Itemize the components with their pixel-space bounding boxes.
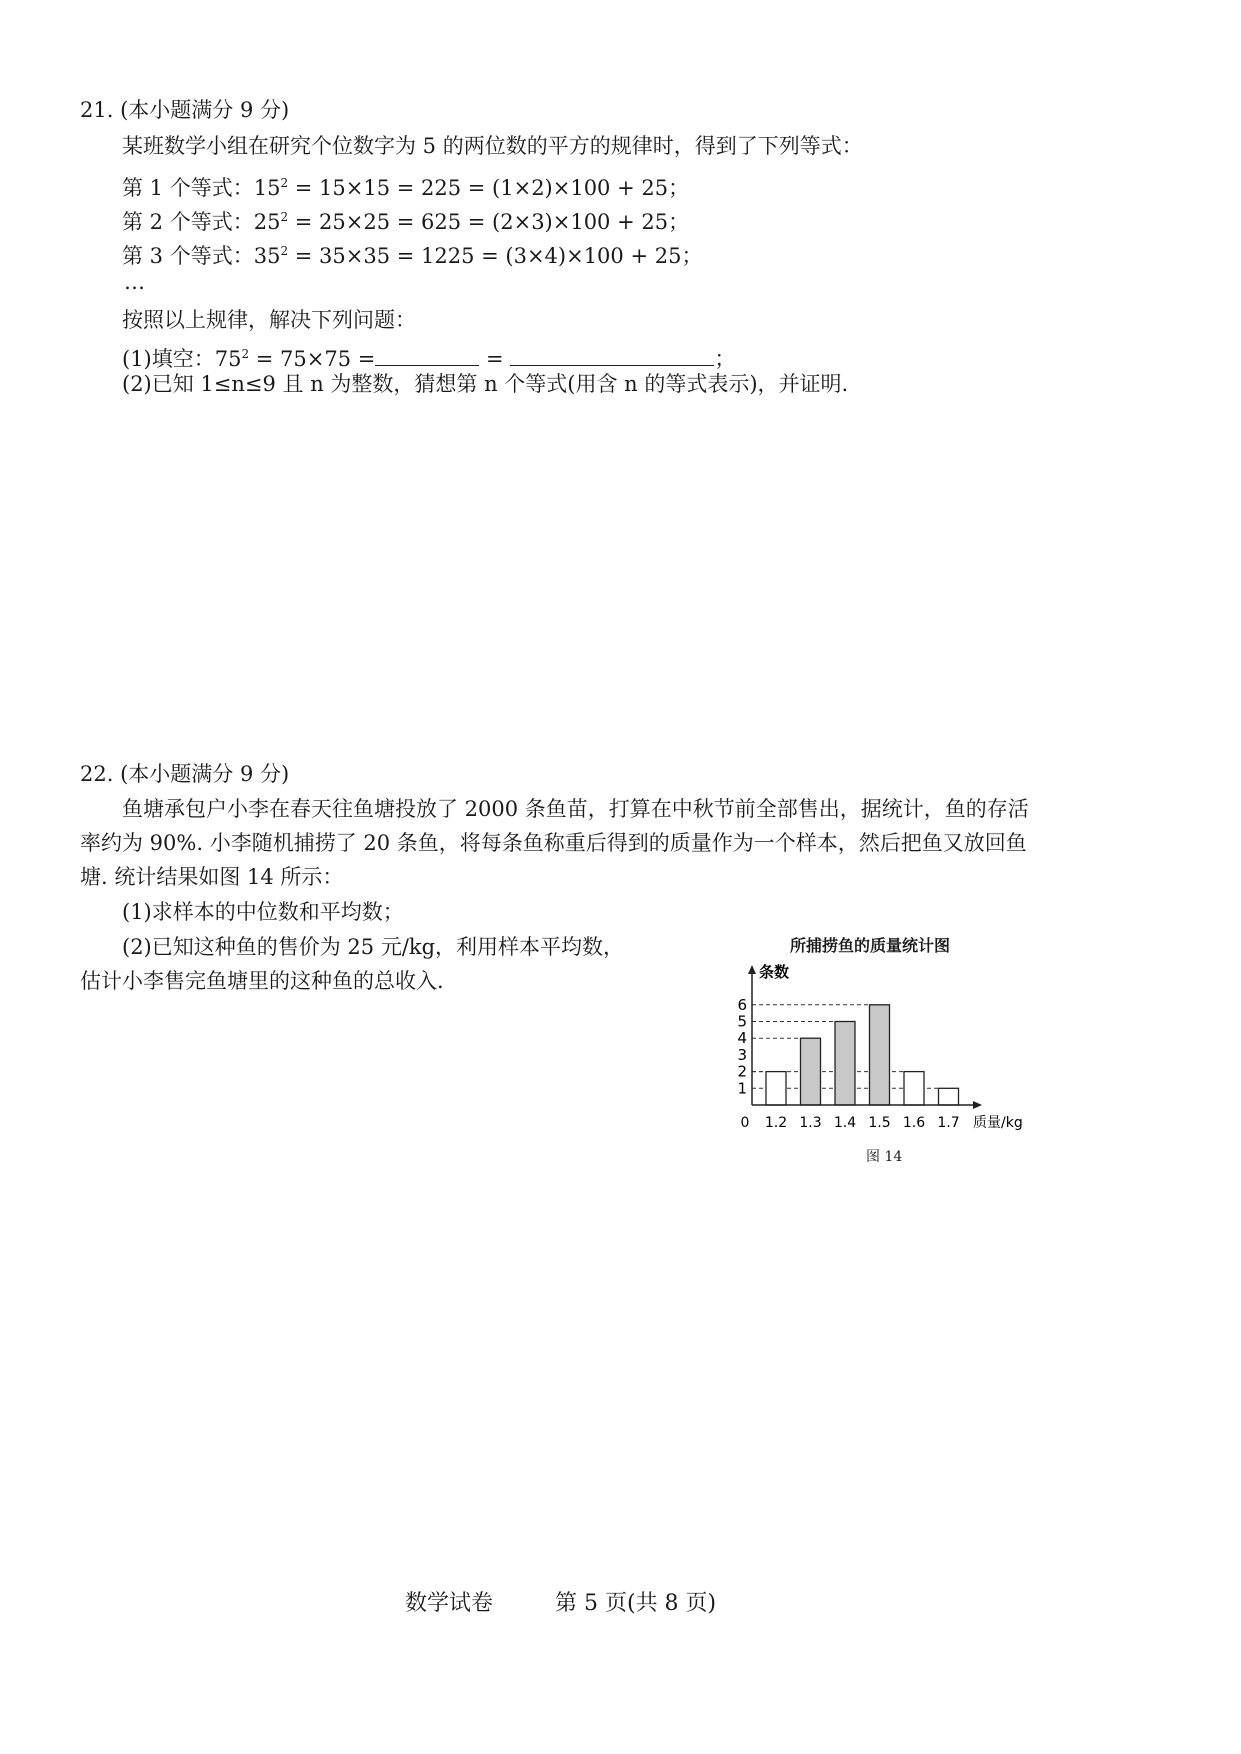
x-tick-label: 1.3 xyxy=(799,1115,822,1130)
origin-label: 0 xyxy=(740,1115,750,1130)
q21-equation-2: 第 2 个等式：$25^2 = 25\times 25 = 625 = (2\times 3)\times 100 + 25$； xyxy=(122,210,690,234)
chart-title: 所捕捞鱼的质量统计图 xyxy=(790,936,951,955)
footer-subject: 数学试卷 xyxy=(405,1591,494,1616)
x-axis-arrow xyxy=(973,1101,982,1109)
q21-ellipsis: … xyxy=(124,270,145,294)
y-tick-label: 3 xyxy=(737,1045,747,1064)
bar-1.3 xyxy=(801,1038,821,1105)
q21-header: 21. (本小题满分 9 分) xyxy=(80,98,290,122)
y-axis-arrow xyxy=(748,965,756,974)
footer-page-number: 第 5 页(共 8 页) xyxy=(555,1591,717,1616)
y-tick-label: 2 xyxy=(737,1062,747,1081)
q21-intro: 某班数学小组在研究个位数字为 5 的两位数的平方的规律时，得到了下列等式： xyxy=(122,134,863,158)
x-tick-label: 1.6 xyxy=(902,1115,926,1130)
q21-equation-1: 第 1 个等式：$15^2 = 15\times 15 = 225 = (1\times 2)\times 100 + 25$； xyxy=(122,176,690,200)
bar-1.6 xyxy=(904,1072,924,1105)
q22-part1: (1)求样本的中位数和平均数； xyxy=(122,900,404,924)
bar-1.4 xyxy=(835,1022,855,1106)
q21-part1: (1)填空：$75^2 = 75\times 75$ = = ； xyxy=(122,347,736,371)
figure-label: 图 14 xyxy=(866,1149,903,1165)
x-tick-label: 1.7 xyxy=(937,1115,960,1130)
bar-chart xyxy=(730,955,1050,1130)
q22-part2-a: (2)已知这种鱼的售价为 25 元/kg，利用样本平均数， xyxy=(122,935,625,959)
y-tick-label: 4 xyxy=(737,1029,747,1048)
q22-header: 22. (本小题满分 9 分) xyxy=(80,762,290,786)
bar-1.5 xyxy=(870,1005,890,1105)
q21-instruction: 按照以上规律，解决下列问题： xyxy=(122,308,416,332)
x-tick-label: 1.2 xyxy=(764,1115,788,1130)
x-tick-label: 1.4 xyxy=(833,1115,857,1130)
q22-line-3: 塘. 统计结果如图 14 所示： xyxy=(80,865,344,889)
q21-part2: (2)已知 1≤n≤9 且 n 为整数，猜想第 n 个等式(用含 n 的等式表示)，并证明. xyxy=(122,372,849,396)
bar-1.7 xyxy=(939,1088,959,1105)
q22-line-1: 鱼塘承包户小李在春天往鱼塘投放了 2000 条鱼苗，打算在中秋节前全部售出，据统计，鱼的存活 xyxy=(122,797,1029,821)
y-tick-label: 5 xyxy=(737,1012,747,1031)
bar-1.2 xyxy=(766,1072,786,1105)
answer-blank-2[interactable] xyxy=(510,345,714,366)
q22-line-2: 率约为 90%. 小李随机捕捞了 20 条鱼，将每条鱼称重后得到的质量作为一个样本，然后把鱼又放回鱼 xyxy=(80,831,1027,855)
x-axis-label: 质量/kg xyxy=(973,1115,1023,1130)
x-tick-label: 1.5 xyxy=(868,1115,891,1130)
answer-blank-1[interactable] xyxy=(375,345,479,366)
y-tick-label: 6 xyxy=(737,995,747,1014)
q22-part2-b: 估计小李售完鱼塘里的这种鱼的总收入. xyxy=(80,969,444,993)
y-tick-label: 1 xyxy=(737,1079,747,1098)
q21-equation-3: 第 3 个等式：$35^2 = 35\times 35 = 1225 = (3\times 4)\times 100 + 25$； xyxy=(122,244,703,268)
y-axis-label: 条数 xyxy=(759,963,790,981)
